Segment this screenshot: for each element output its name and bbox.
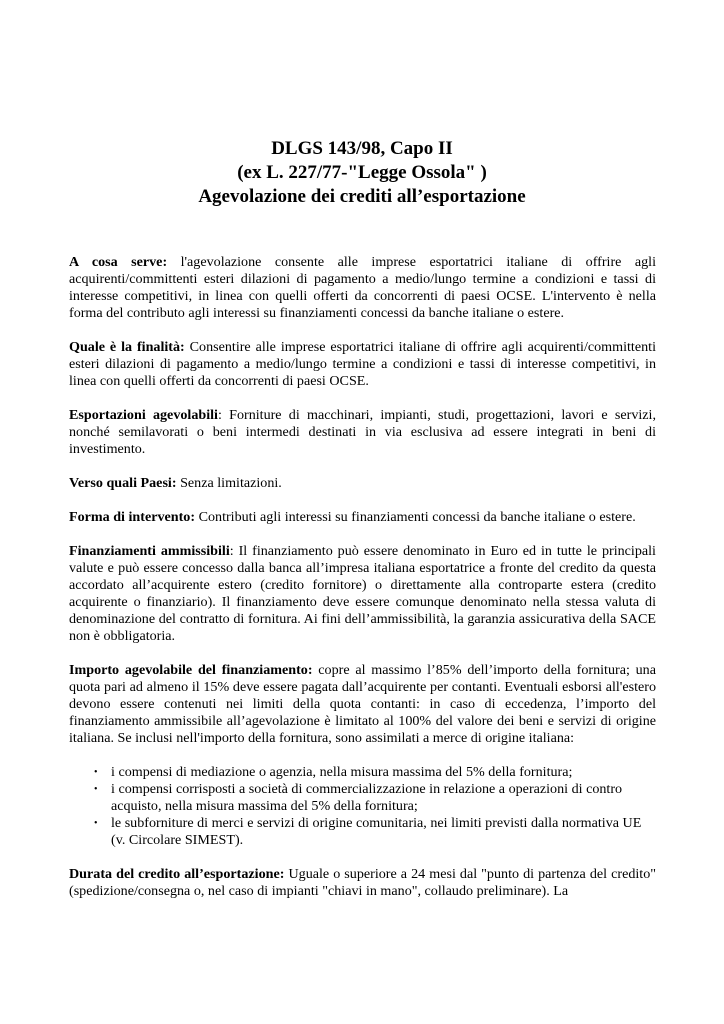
list-item-text: i compensi corrisposti a società di commercializzazione in relazione a operazioni di contro acquisto, nella misura massima del 5% della fornitura;: [111, 781, 623, 814]
section-finanziamenti-ammissibili: [69, 543, 656, 645]
bullet-icon: •: [94, 767, 98, 778]
section-forma-intervento: [69, 509, 656, 526]
section-text: Contributi agli interessi su finanziamenti concessi da banche italiane o estere.: [195, 509, 636, 525]
bullet-list: [69, 764, 656, 849]
section-label: Durata del credito all’esportazione:: [69, 866, 285, 882]
list-item: [94, 781, 656, 815]
title-line-2: (ex L. 227/77-"Legge Ossola" ): [237, 162, 487, 183]
section-importo-agevolabile: [69, 662, 656, 747]
section-label: Finanziamenti ammissibili: [69, 543, 230, 559]
title-line-1: DLGS 143/98, Capo II: [271, 138, 453, 159]
list-item: [94, 764, 656, 781]
section-label: Verso quali Paesi:: [69, 475, 177, 491]
section-text: copre al massimo l’85% dell’importo della fornitura; una quota pari ad almeno il 15% deve essere pagata dall’acquirente per contanti. Eventuali esborsi all'estero devono essere contenuti nei limiti della quota contanti: in caso di eccedenza, l’importo del finanziamento ammissibile all’agevolazione è limitato al 100% del valore dei beni e servizi di origine italiana. Se inclusi nell'importo della fornitura, sono assimilati a merce di origine italiana:: [69, 662, 656, 746]
section-text: Uguale o superiore a 24 mesi dal "punto di partenza del credito" (spedizione/consegna o, nel caso di impianti "chiavi in mano", collaudo preliminare). La: [69, 866, 657, 899]
section-label: Esportazioni agevolabili: [69, 407, 218, 423]
section-text: Senza limitazioni.: [176, 475, 282, 491]
section-text: l'agevolazione consente alle imprese esportatrici italiane di offrire agli acquirenti/committenti esteri dilazioni di pagamento a medio/lungo termine a condizioni e tassi di interesse competitivi, in linea con quelli offerti da concorrenti di paesi OCSE. L'intervento è nella forma del contributo agli interessi su finanziamenti concessi da banche italiane o estere.: [69, 254, 656, 321]
section-text: Consentire alle imprese esportatrici italiane di offrire agli acquirenti/committenti esteri dilazioni di pagamento a medio/lungo termine a condizioni e tassi di interesse competitivi, in linea con quelli offerti da concorrenti di paesi OCSE.: [69, 339, 656, 389]
section-text: : Forniture di macchinari, impianti, studi, progettazioni, lavori e servizi, nonché semilavorati o beni intermedi destinati in via esclusiva ad essere integrati in beni di investimento.: [69, 407, 656, 457]
bullet-icon: •: [94, 818, 98, 829]
section-label: Importo agevolabile del finanziamento:: [69, 662, 313, 678]
document-title: [0, 137, 724, 209]
section-label: A cosa serve:: [69, 254, 168, 270]
list-item: [94, 815, 656, 849]
title-line-3: Agevolazione dei crediti all’esportazione: [198, 186, 526, 207]
bullet-icon: •: [94, 784, 98, 795]
section-finalita: [69, 339, 656, 390]
section-text: : Il finanziamento può essere denominato in Euro ed in tutte le principali valute e può essere concesso dalla banca all’impresa italiana esportatrice a fronte del credito da questa accordato all’acquirente estero (credito fornitore) o direttamente alla controparte estera (credito acquirente o finanziario). Il finanziamento deve essere comunque denominato nella stessa valuta di denominazione del contratto di fornitura. Ai fini dell’ammissibilità, la garanzia assicurativa della SACE non è obbligatoria.: [69, 543, 656, 644]
section-paesi: [69, 475, 656, 492]
document-body: [69, 254, 656, 900]
section-label: Forma di intervento:: [69, 509, 196, 525]
section-durata-credito: [69, 866, 656, 900]
section-esportazioni-agevolabili: [69, 407, 656, 458]
list-item-text: le subforniture di merci e servizi di origine comunitaria, nei limiti previsti dalla normativa UE (v. Circolare SIMEST).: [111, 815, 642, 848]
section-a-cosa-serve: [69, 254, 656, 322]
list-item-text: i compensi di mediazione o agenzia, nella misura massima del 5% della fornitura;: [111, 764, 573, 780]
section-label: Quale è la finalità:: [69, 339, 185, 355]
